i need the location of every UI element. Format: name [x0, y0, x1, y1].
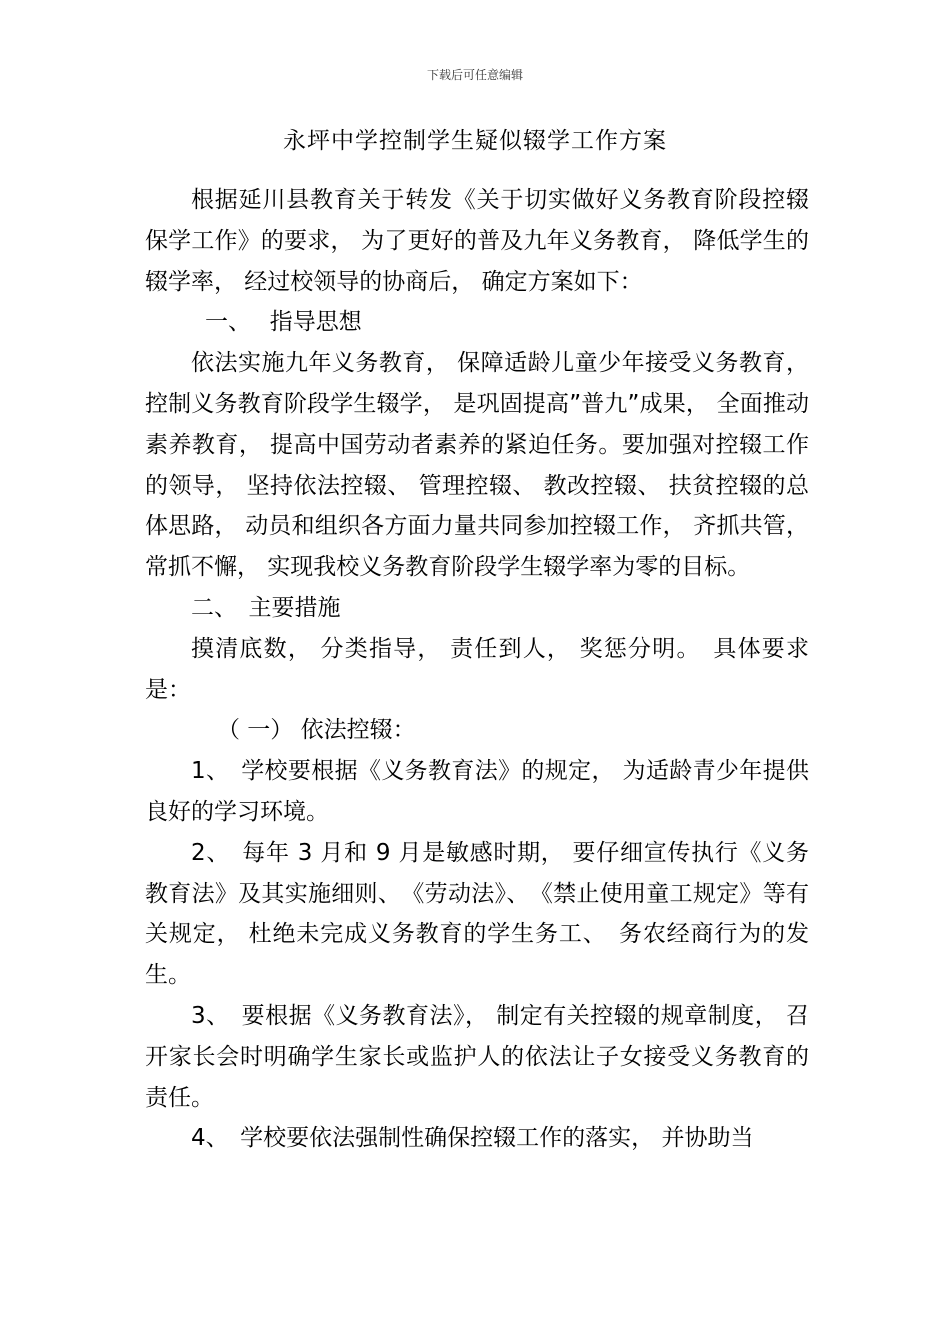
guiding-ideology-paragraph: 依法实施九年义务教育， 保障适龄儿童少年接受义务教育， 控制义务教育阶段学生辍学， 是巩固提高”普九”成果， 全面推动素养教育， 提高中国劳动者素养的紧迫任务。要加强对控辍工作的领导， 坚持依法控辍、 管理控辍、 教改控辍、 扶贫控辍的总体思路， 动员和组织各方面力量共同参加控辍工作， 齐抓共管， 常抓不懈， 实现我校义务教育阶段学生辍学率为零的目标。: [145, 350, 809, 581]
subsection-heading-legal-control: （ 一） 依法控辍：: [217, 717, 416, 744]
list-item: 3、 要根据《义务教育法》， 制定有关控辍的规章制度， 召开家长会时明确学生家长或监护人的依法让子女接受义务教育的责任。: [145, 1002, 809, 1111]
section-heading-main-measures: 二、 主要措施: [191, 594, 341, 621]
document-body: [145, 180, 809, 1159]
intro-paragraph: 根据延川县教育关于转发《关于切实做好义务教育阶段控辍保学工作》的要求， 为了更好的普及九年义务教育， 降低学生的辍学率， 经过校领导的协商后， 确定方案如下：: [145, 187, 809, 295]
list-item: 2、 每年 3 月和 9 月是敏感时期， 要仔细宣传执行《义务教育法》及其实施细则、 《劳动法》、 《禁止使用童工规定》等有关规定， 杜绝未完成义务教育的学生务工、 务农经商行为的发生。: [145, 839, 809, 989]
list-item: 4、 学校要依法强制性确保控辍工作的落实， 并协助当: [191, 1125, 754, 1152]
section-heading-guiding-ideology: 一、 指导思想: [205, 309, 362, 336]
main-measures-paragraph: 摸清底数， 分类指导， 责任到人， 奖惩分明。 具体要求是：: [145, 635, 809, 703]
list-item: 1、 学校要根据《义务教育法》的规定， 为适龄青少年提供良好的学习环境。: [145, 758, 809, 825]
download-note: 下载后可任意编辑: [426, 68, 523, 82]
document-title: 永坪中学控制学生疑似辍学工作方案: [283, 128, 667, 154]
